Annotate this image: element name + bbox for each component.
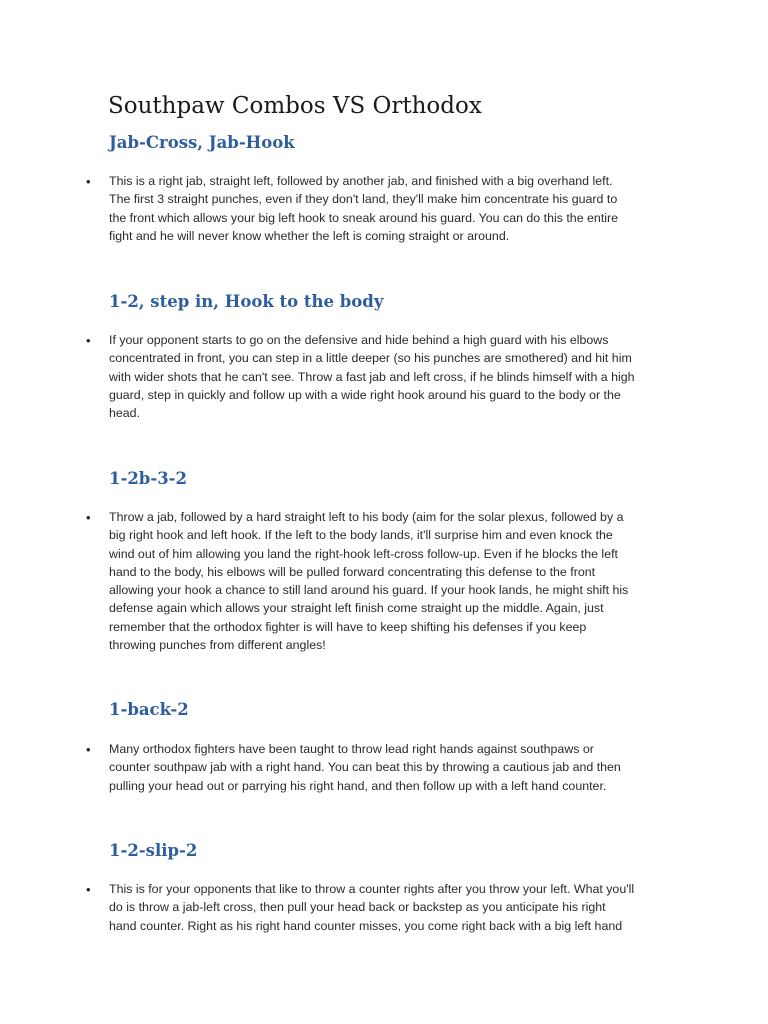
paragraph-line: hand counter. Right as his right hand counter misses, you come right back with a big left hand <box>109 918 623 933</box>
section-heading: 1-2, step in, Hook to the body <box>109 292 384 311</box>
bullet-marker: • <box>86 333 91 348</box>
paragraph-line: the front which allows your big left hook to sneak around his guard. You can do this the entire <box>109 210 619 225</box>
bullet-marker: • <box>86 174 91 189</box>
paragraph-line: This is for your opponents that like to throw a counter rights after you throw your left. What you'll <box>109 882 635 896</box>
bullet-marker: • <box>86 882 91 897</box>
paragraph-line: Throw a jab, followed by a hard straight left to his body (aim for the solar plexus, followed by a <box>109 510 624 524</box>
paragraph-line: concentrated in front, you can step in a little deeper (so his punches are smothered) and hit him <box>109 351 632 366</box>
paragraph-line: with wider shots that he can't see. Throw a fast jab and left cross, if he blinds himself with a high <box>109 369 635 384</box>
paragraph-line: If your opponent starts to go on the defensive and hide behind a high guard with his elbows <box>109 333 609 347</box>
section-heading: Jab-Cross, Jab-Hook <box>109 133 295 152</box>
section-paragraph <box>109 740 669 795</box>
paragraph-line: throwing punches from different angles! <box>109 638 326 653</box>
paragraph-line: big right hook and left hook. If the left to the body lands, it'll surprise him and even knock the <box>109 528 613 543</box>
bullet-marker: • <box>86 510 91 525</box>
section-paragraph <box>109 172 669 245</box>
paragraph-line: guard, step in quickly and follow up with a wide right hook around his guard to the body or the <box>109 387 621 402</box>
paragraph-line: defense again which allows your straight left finish come straight up the middle. Again, just <box>109 601 604 616</box>
paragraph-line: allowing your hook a chance to still land around his guard. If your hook lands, he might shift his <box>109 583 629 598</box>
section-paragraph <box>109 880 669 935</box>
paragraph-line: hand to the body, his elbows will be pulled forward concentrating this defense to the front <box>109 564 596 579</box>
paragraph-line: This is a right jab, straight left, followed by another jab, and finished with a big overhand left. <box>109 174 613 188</box>
section-heading: 1-2b-3-2 <box>109 469 188 488</box>
paragraph-line: head. <box>109 406 141 421</box>
section-heading: 1-back-2 <box>109 700 189 719</box>
paragraph-line: remember that the orthodox fighter is will have to keep shifting his defenses if you keep <box>109 619 587 634</box>
paragraph-line: The first 3 straight punches, even if they don't land, they'll make him concentrate his guard to <box>109 192 618 207</box>
paragraph-line: Many orthodox fighters have been taught to throw lead right hands against southpaws or <box>109 742 594 756</box>
section-heading: 1-2-slip-2 <box>109 841 198 860</box>
document-title: Southpaw Combos VS Orthodox <box>108 93 482 119</box>
paragraph-line: pulling your head out or parrying his right hand, and then follow up with a left hand counter. <box>109 778 607 793</box>
bullet-marker: • <box>86 742 91 757</box>
section-paragraph <box>109 331 669 422</box>
section-paragraph <box>109 508 669 654</box>
paragraph-line: fight and he will never know whether the left is coming straight or around. <box>109 228 510 243</box>
paragraph-line: counter southpaw jab with a right hand. You can beat this by throwing a cautious jab and then <box>109 760 621 775</box>
paragraph-line: wind out of him allowing you land the right-hook left-cross follow-up. Even if he blocks the left <box>109 546 618 561</box>
paragraph-line: do is throw a jab-left cross, then pull your head back or backstep as you anticipate his right <box>109 900 606 915</box>
